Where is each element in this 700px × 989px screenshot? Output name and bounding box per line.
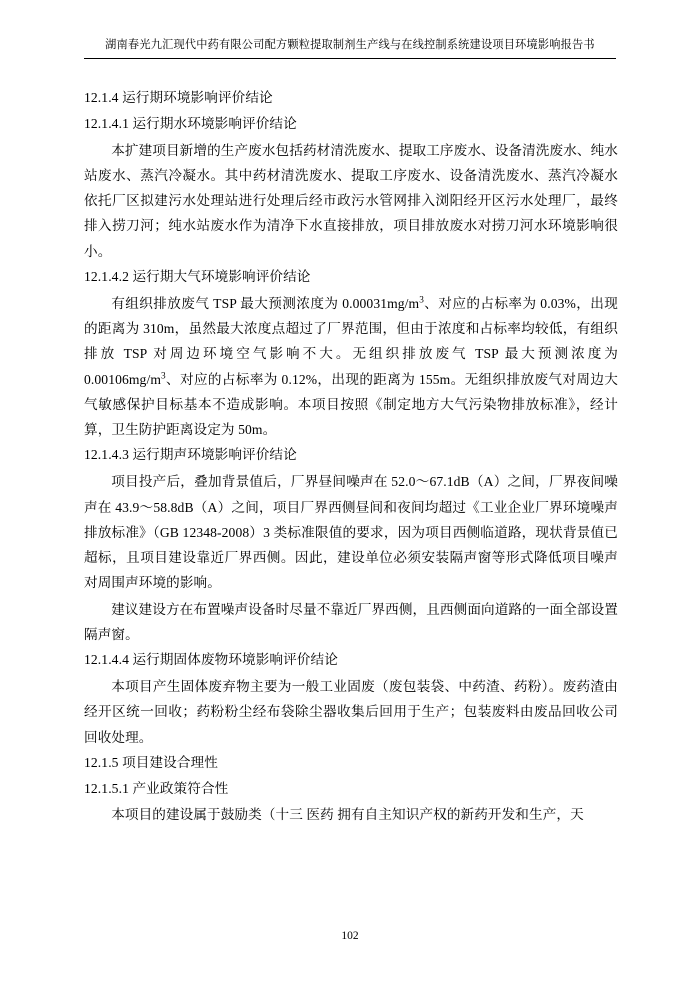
running-header: 湖南春光九汇现代中药有限公司配方颗粒提取制剂生产线与在线控制系统建设项目环境影响报告书 <box>105 39 595 51</box>
air-text-b: 、对应的占标率为 0.03%，出现的距离为 310m，虽然最大浓度点超过了厂界范围，但由于浓度和占标率均较低，有组织排放 TSP 对周边环境空气影响不大。无组织排放废气 TSP 最大预测浓度为 0.00106mg/m <box>84 295 618 387</box>
air-sup-a: 3 <box>419 294 424 305</box>
paragraph-industrial-policy: 本项目的建设属于鼓励类（十三 医药 拥有自主知识产权的新药开发和生产，天 <box>111 807 584 823</box>
paragraph-water-conclusion: 本扩建项目新增的生产废水包括药材清洗废水、提取工序废水、设备清洗废水、纯水站废水、蒸汽冷凝水。其中药材清洗废水、提取工序废水、设备清洗废水、蒸汽冷凝水依托厂区拟建污水处理站进行处理后经市政污水管网排入浏阳经开区污水处理厂，最终排入捞刀河；纯水站废水作为清净下水直接排放，项目排放废水对捞刀河水环境影响很小。 <box>84 142 618 259</box>
heading-12-1-5: 12.1.5 项目建设合理性 <box>84 754 218 770</box>
heading-12-1-4-3: 12.1.4.3 运行期声环境影响评价结论 <box>84 447 297 463</box>
air-text-a: 有组织排放废气 TSP 最大预测浓度为 0.00031mg/m <box>111 295 420 311</box>
heading-12-1-5-1: 12.1.5.1 产业政策符合性 <box>84 780 229 796</box>
paragraph-noise-conclusion-1: 项目投产后，叠加背景值后，厂界昼间噪声在 52.0～67.1dB（A）之间，厂界夜间噪声在 43.9～58.8dB（A）之间，项目厂界西侧昼间和夜间均超过《工业企业厂界环境噪声排放标准》（GB 12348-2008）3 类标准限值的要求，因为项目西侧临道路，现状背景值已超标，且项目建设靠近厂界西侧。因此，建设单位必须安装隔声窗等形式降低项目噪声对周围声环境的影响。 <box>84 474 618 591</box>
heading-12-1-4-1: 12.1.4.1 运行期水环境影响评价结论 <box>84 115 297 131</box>
page-number: 102 <box>341 930 359 942</box>
page-content <box>84 86 618 829</box>
heading-12-1-4-2: 12.1.4.2 运行期大气环境影响评价结论 <box>84 268 311 284</box>
heading-12-1-4: 12.1.4 运行期环境影响评价结论 <box>84 90 273 105</box>
paragraph-solid-waste-conclusion: 本项目产生固体废弃物主要为一般工业固废（废包装袋、中药渣、药粉）。废药渣由经开区统一回收；药粉粉尘经布袋除尘器收集后回用于生产；包装废料由废品回收公司回收处理。 <box>84 678 618 745</box>
paragraph-noise-conclusion-2: 建议建设方在布置噪声设备时尽量不靠近厂界西侧，且西侧面向道路的一面全部设置隔声窗。 <box>84 601 618 642</box>
air-sup-b: 3 <box>161 370 166 381</box>
header-divider <box>84 58 616 59</box>
paragraph-air-conclusion <box>84 291 618 443</box>
air-text-c: 、对应的占标率为 0.12%，出现的距离为 155m。无组织排放废气对周边大气敏感保护目标基本不造成影响。本项目按照《制定地方大气污染物排放标准》，经计算，卫生防护距离设定为 50m。 <box>84 371 618 438</box>
heading-12-1-4-4: 12.1.4.4 运行期固体废物环境影响评价结论 <box>84 652 338 668</box>
